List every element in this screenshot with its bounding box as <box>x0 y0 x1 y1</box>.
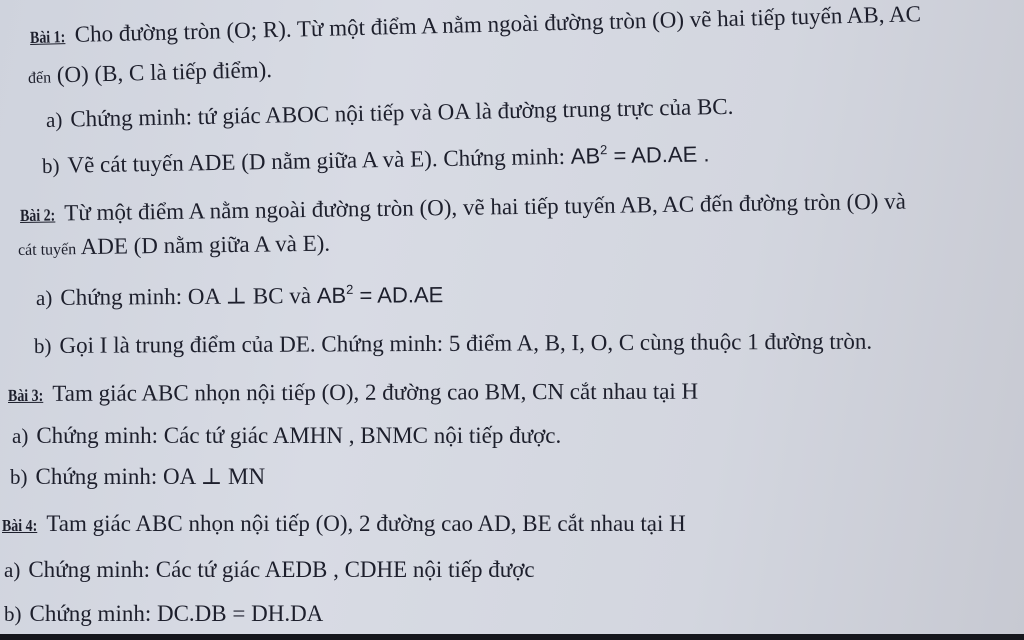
page-bottom-edge <box>0 634 1024 640</box>
bai1-title-line <box>30 0 922 52</box>
bai3-a-label: a) <box>12 424 29 448</box>
bai2-b-text: Gọi I là trung điểm của DE. Chứng minh: 5 điểm A, B, I, O, C cùng thuộc 1 đường tròn. <box>59 328 873 358</box>
bai1-text: Cho đường tròn (O; R). Từ một điểm A nằm ngoài đường tròn (O) vẽ hai tiếp tuyến AB, AC <box>68 1 922 48</box>
bai4-label: Bài 4: <box>2 516 38 535</box>
bai3-title-line <box>8 378 698 410</box>
bai2-label: Bài 2: <box>19 205 56 225</box>
bai2-a-formula-rest: = AD.AE <box>353 282 444 308</box>
bai4-a-label: a) <box>4 558 21 582</box>
bai4-part-b <box>4 600 323 628</box>
bai1-b-formula-exp: 2 <box>599 142 608 158</box>
bai1-a-label: a) <box>45 107 63 132</box>
bai3-part-b <box>10 463 265 491</box>
bai2-part-a <box>36 281 443 312</box>
bai3-b-text: Chứng minh: OA ⊥ MN <box>35 464 266 489</box>
bai4-part-a <box>4 556 535 584</box>
bai2-a-formula-exp: 2 <box>346 281 354 297</box>
bai3-part-a <box>12 422 561 450</box>
bai2-continuation <box>18 230 331 265</box>
bai3-b-label: b) <box>10 465 28 489</box>
bai2-part-b <box>34 328 872 360</box>
bai1-label: Bài 1: <box>29 27 66 47</box>
bai1-b-formula-rest: = AD.AE . <box>607 141 710 169</box>
bai2-b-label: b) <box>33 333 52 358</box>
bai4-title-line <box>2 510 686 540</box>
bai1-part-a <box>46 93 734 134</box>
bai1-b-formula-base: AB <box>570 143 601 169</box>
bai1-a-text: Chứng minh: tứ giác ABOC nội tiếp và OA là đường trung trực của BC. <box>70 93 734 132</box>
bai1-b-label: b) <box>41 153 60 178</box>
bai1-b-formula <box>571 141 710 168</box>
bai1-part-b <box>42 140 710 180</box>
bai1-b-text: Vẽ cát tuyến ADE (D nằm giữa A và E). Chứng minh: <box>67 143 572 178</box>
bai1-cont: (O) (B, C là tiếp điểm). <box>50 57 273 88</box>
bai2-a-label: a) <box>35 285 53 310</box>
bai4-a-text: Chứng minh: Các tứ giác AEDB , CDHE nội tiếp được <box>28 557 535 582</box>
bai4-b-text: Chứng minh: DC.DB = DH.DA <box>29 601 324 626</box>
bai2-a-formula <box>317 282 444 308</box>
bai3-text: Tam giác ABC nhọn nội tiếp (O), 2 đường cao BM, CN cắt nhau tại H <box>46 378 699 406</box>
bai4-b-label: b) <box>4 602 22 626</box>
bai2-title-line <box>20 188 906 230</box>
bai2-cont: ADE (D nằm giữa A và E). <box>75 230 331 260</box>
bai2-text: Từ một điểm A nằm ngoài đường tròn (O), vẽ hai tiếp tuyến AB, AC đến đường tròn (O) và <box>58 188 907 226</box>
bai3-label: Bài 3: <box>7 385 44 405</box>
bai1-cont-small: đến <box>27 69 52 87</box>
bai1-continuation <box>28 56 273 93</box>
bai2-a-text: Chứng minh: OA ⊥ BC và <box>60 283 317 310</box>
bai2-cont-small: cát tuyến <box>17 241 77 259</box>
bai4-text: Tam giác ABC nhọn nội tiếp (O), 2 đường cao AD, BE cắt nhau tại H <box>40 511 686 536</box>
bai3-a-text: Chứng minh: Các tứ giác AMHN , BNMC nội tiếp được. <box>36 423 562 448</box>
bai2-a-formula-base: AB <box>316 282 347 309</box>
